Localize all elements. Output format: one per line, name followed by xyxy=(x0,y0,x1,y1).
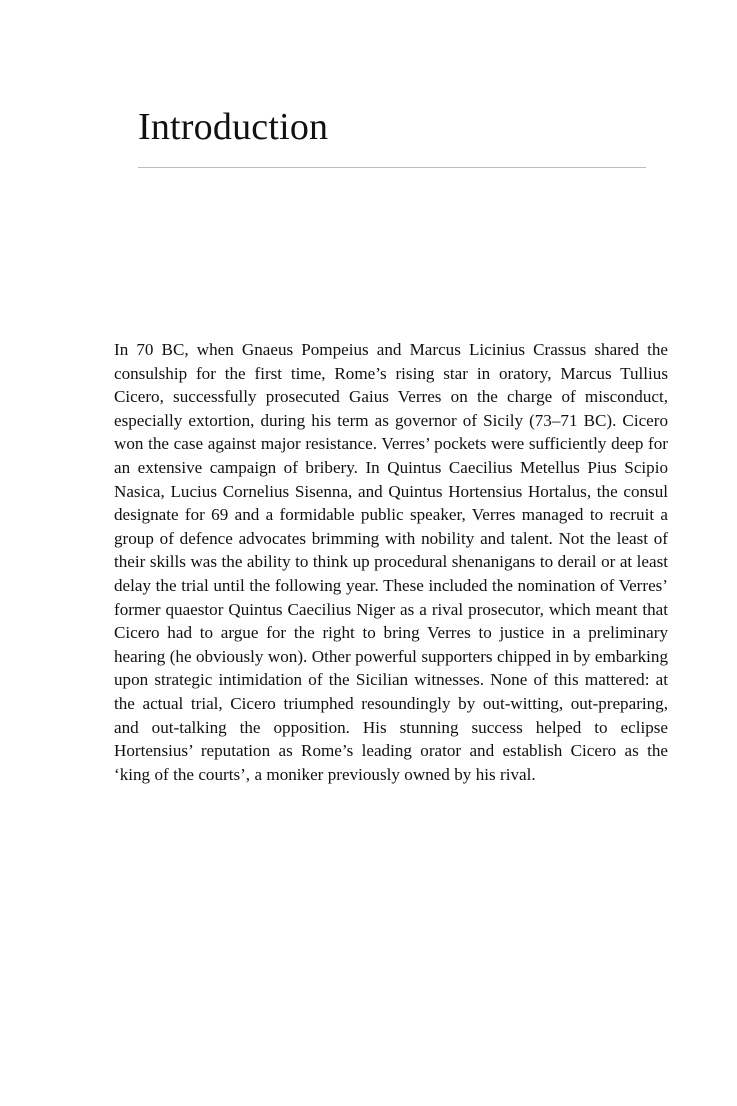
body-text-block xyxy=(114,338,668,786)
page-title: Introduction xyxy=(138,106,329,148)
chapter-header xyxy=(138,106,646,176)
title-divider xyxy=(138,167,646,168)
paragraph-1: In 70 BC, when Gnaeus Pompeius and Marcus Licinius Crassus shared the consulship for the first time, Rome’s rising star in oratory, Marcus Tullius Cicero, successfully prosecuted Gaius Verres on the charge of misconduct, especially extortion, during his term as governor of Sicily (73–71 BC). Cicero won the case against major resistance. Verres’ pockets were sufficiently deep for an extensive campaign of bribery. In Quintus Caecilius Metellus Pius Scipio Nasica, Lucius Cornelius Sisenna, and Quintus Hortensius Hortalus, the consul designate for 69 and a formidable public speaker, Verres managed to recruit a group of defence advocates brimming with nobility and talent. Not the least of their skills was the ability to think up procedural shenanigans to derail or at least delay the trial until the following year. These included the nomination of Verres’ former quaestor Quintus Caecilius Niger as a rival prosecutor, which meant that Cicero had to argue for the right to bring Verres to justice in a preliminary hearing (he obviously won). Other powerful supporters chipped in by embarking upon strategic intimidation of the Sicilian witnesses. None of this mattered: at the actual trial, Cicero triumphed resoundingly by out-witting, out-preparing, and out-talking the opposition. His stunning success helped to eclipse Hortensius’ reputation as Rome’s leading orator and establish Cicero as the ‘king of the courts’, a moniker previously owned by his rival. xyxy=(114,340,668,784)
